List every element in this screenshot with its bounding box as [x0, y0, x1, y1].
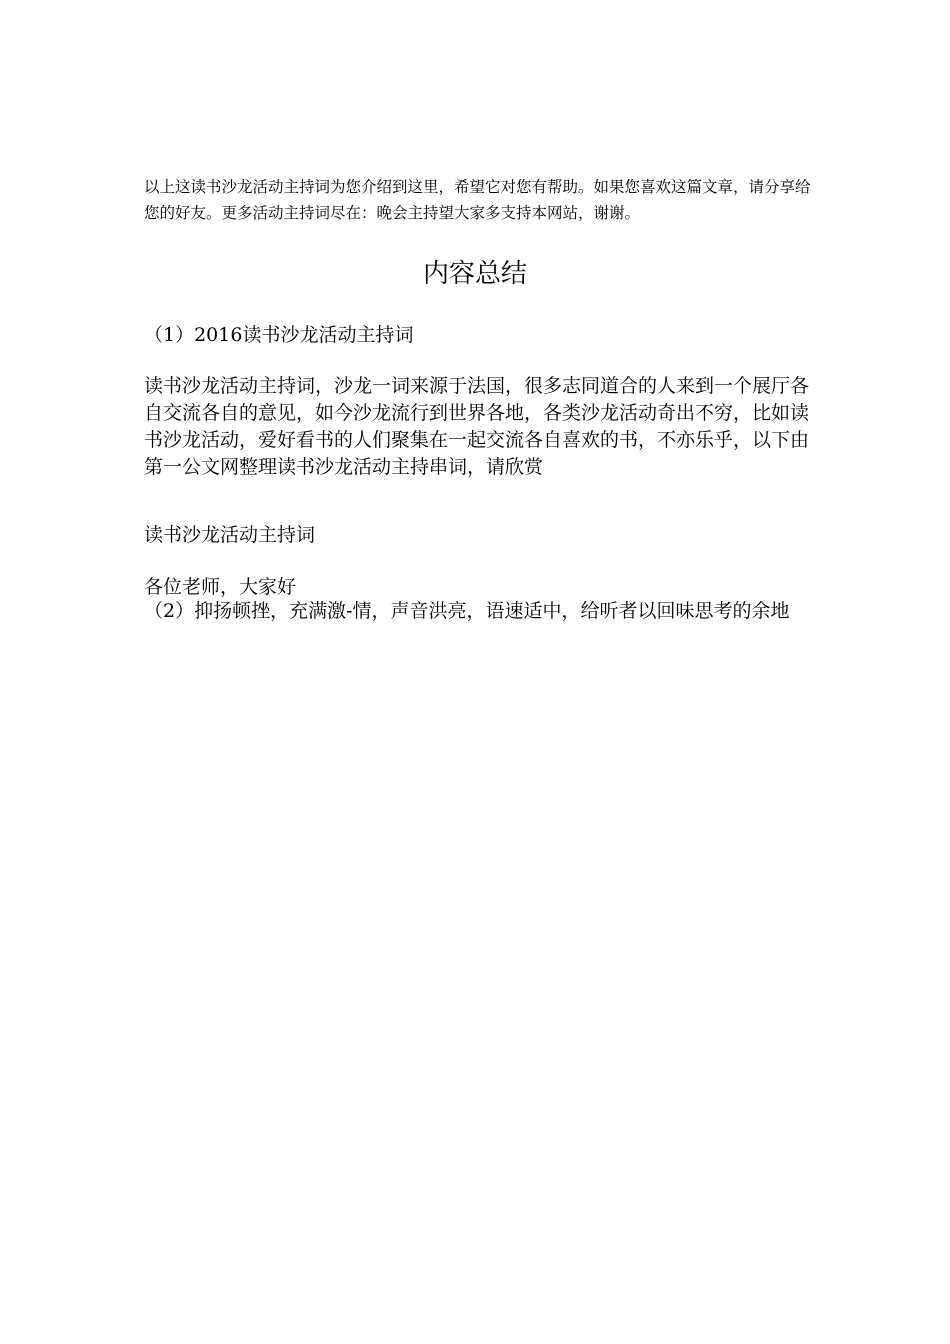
item1-heading: （1）2016读书沙龙活动主持词 — [144, 324, 414, 346]
item2-paragraph: （2）抑扬顿挫，充满激-情，声音洪亮，语速适中，给听者以回味思考的余地 — [144, 600, 790, 622]
item1-subtitle: 读书沙龙活动主持词 — [144, 524, 316, 546]
item1-body-paragraph: 读书沙龙活动主持词，沙龙一词来源于法国，很多志同道合的人来到一个展厅各自交流各自的意见，如今沙龙流行到世界各地，各类沙龙活动奇出不穷，比如读书沙龙活动，爱好看书的人们聚集在一起交流各自喜欢的书，不亦乐乎，以下由第一公文网整理读书沙龙活动主持串词，请欣赏 — [144, 375, 810, 478]
intro-paragraph: 以上这读书沙龙活动主持词为您介绍到这里，希望它对您有帮助。如果您喜欢这篇文章，请分享给您的好友。更多活动主持词尽在：晚会主持望大家多支持本网站，谢谢。 — [144, 178, 811, 222]
summary-title: 内容总结 — [422, 259, 527, 289]
item1-greeting: 各位老师，大家好 — [144, 576, 297, 598]
